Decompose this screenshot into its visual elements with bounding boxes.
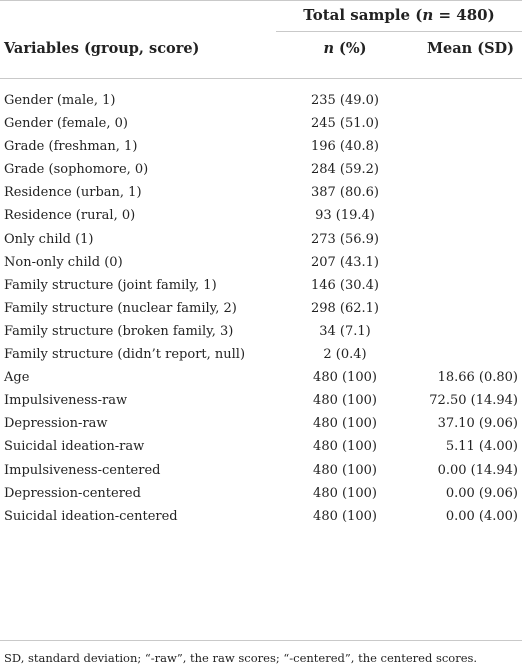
cell-variable: Suicidal ideation-raw: [4, 439, 145, 455]
cell-n-percent: 34 (7.1): [319, 323, 371, 339]
table-row: [0, 274, 522, 297]
cell-n-percent: 235 (49.0): [310, 93, 380, 108]
column-header-n-percent: n (%): [323, 40, 367, 57]
top-rule: [0, 0, 522, 1]
table-row: [0, 204, 522, 227]
cell-n-percent: 480 (100): [313, 508, 377, 524]
cell-variable: Residence (urban, 1): [4, 185, 142, 201]
table-row: [0, 389, 522, 412]
cell-mean-sd: 37.10 (9.06): [437, 416, 518, 432]
table-footnote: SD, standard deviation; “-raw”, the raw scores; “-centered”, the centered scores.: [4, 651, 478, 665]
cell-variable: Only child (1): [4, 231, 94, 247]
cell-n-percent: 480 (100): [313, 416, 377, 432]
table-row: [0, 320, 522, 343]
cell-n-percent: 273 (56.9): [310, 231, 380, 247]
table-body: [0, 89, 522, 528]
table-row: [0, 343, 522, 366]
column-header-mean-sd: Mean (SD): [426, 40, 514, 57]
cell-mean-sd: 72.50 (14.94): [429, 393, 518, 409]
cell-variable: Depression-raw: [4, 416, 108, 432]
bottom-rule: [0, 640, 522, 641]
cell-mean-sd: 5.11 (4.00): [445, 439, 518, 455]
cell-mean-sd: 0.00 (4.00): [445, 508, 518, 524]
table-row: [0, 181, 522, 204]
cell-variable: Family structure (nuclear family, 2): [4, 300, 237, 316]
cell-variable: Non-only child (0): [4, 254, 123, 270]
table-row: [0, 459, 522, 482]
table-row: [0, 89, 522, 112]
cell-variable: Suicidal ideation-centered: [4, 508, 178, 524]
cell-n-percent: 196 (40.8): [310, 139, 380, 155]
table-row: [0, 366, 522, 389]
group-header-total-sample: Total sample (n = 480): [303, 6, 495, 24]
cell-n-percent: 480 (100): [313, 462, 377, 478]
cell-n-percent: 93 (19.4): [315, 208, 375, 224]
cell-variable: Depression-centered: [4, 485, 141, 501]
cell-variable: Grade (sophomore, 0): [4, 162, 149, 178]
table-row: [0, 251, 522, 274]
column-header-variables: Variables (group, score): [4, 40, 200, 57]
group-header-underline: [276, 31, 522, 32]
cell-n-percent: 284 (59.2): [310, 162, 380, 178]
table-row: [0, 158, 522, 181]
cell-n-percent: 2 (0.4): [323, 347, 367, 363]
cell-variable: Age: [4, 370, 30, 386]
column-header-row: [0, 38, 522, 62]
cell-mean-sd: 0.00 (14.94): [437, 462, 518, 478]
cell-n-percent: 480 (100): [313, 370, 377, 386]
cell-variable: Impulsiveness-raw: [4, 393, 128, 409]
cell-variable: Impulsiveness-centered: [4, 462, 161, 478]
cell-mean-sd: 0.00 (9.06): [445, 485, 518, 501]
cell-variable: Grade (freshman, 1): [4, 139, 138, 155]
cell-variable: Family structure (didn’t report, null): [4, 347, 246, 363]
table-row: [0, 435, 522, 458]
header-rule: [0, 78, 522, 79]
cell-n-percent: 480 (100): [313, 485, 377, 501]
cell-n-percent: 146 (30.4): [310, 277, 380, 293]
cell-n-percent: 387 (80.6): [310, 185, 380, 201]
cell-n-percent: 245 (51.0): [310, 116, 380, 132]
cell-variable: Residence (rural, 0): [4, 208, 136, 224]
table-row: [0, 135, 522, 158]
cell-n-percent: 480 (100): [313, 393, 377, 409]
table-row: [0, 297, 522, 320]
cell-mean-sd: 18.66 (0.80): [437, 370, 518, 386]
table-row: [0, 482, 522, 505]
cell-variable: Gender (male, 1): [4, 93, 116, 108]
cell-n-percent: 207 (43.1): [310, 254, 380, 270]
table-row: [0, 228, 522, 251]
table-row: [0, 112, 522, 135]
table-row: [0, 412, 522, 435]
cell-variable: Family structure (broken family, 3): [4, 323, 234, 339]
cell-n-percent: 480 (100): [313, 439, 377, 455]
cell-variable: Family structure (joint family, 1): [4, 277, 217, 293]
cell-variable: Gender (female, 0): [4, 116, 128, 132]
table-row: [0, 505, 522, 528]
cell-n-percent: 298 (62.1): [310, 300, 380, 316]
